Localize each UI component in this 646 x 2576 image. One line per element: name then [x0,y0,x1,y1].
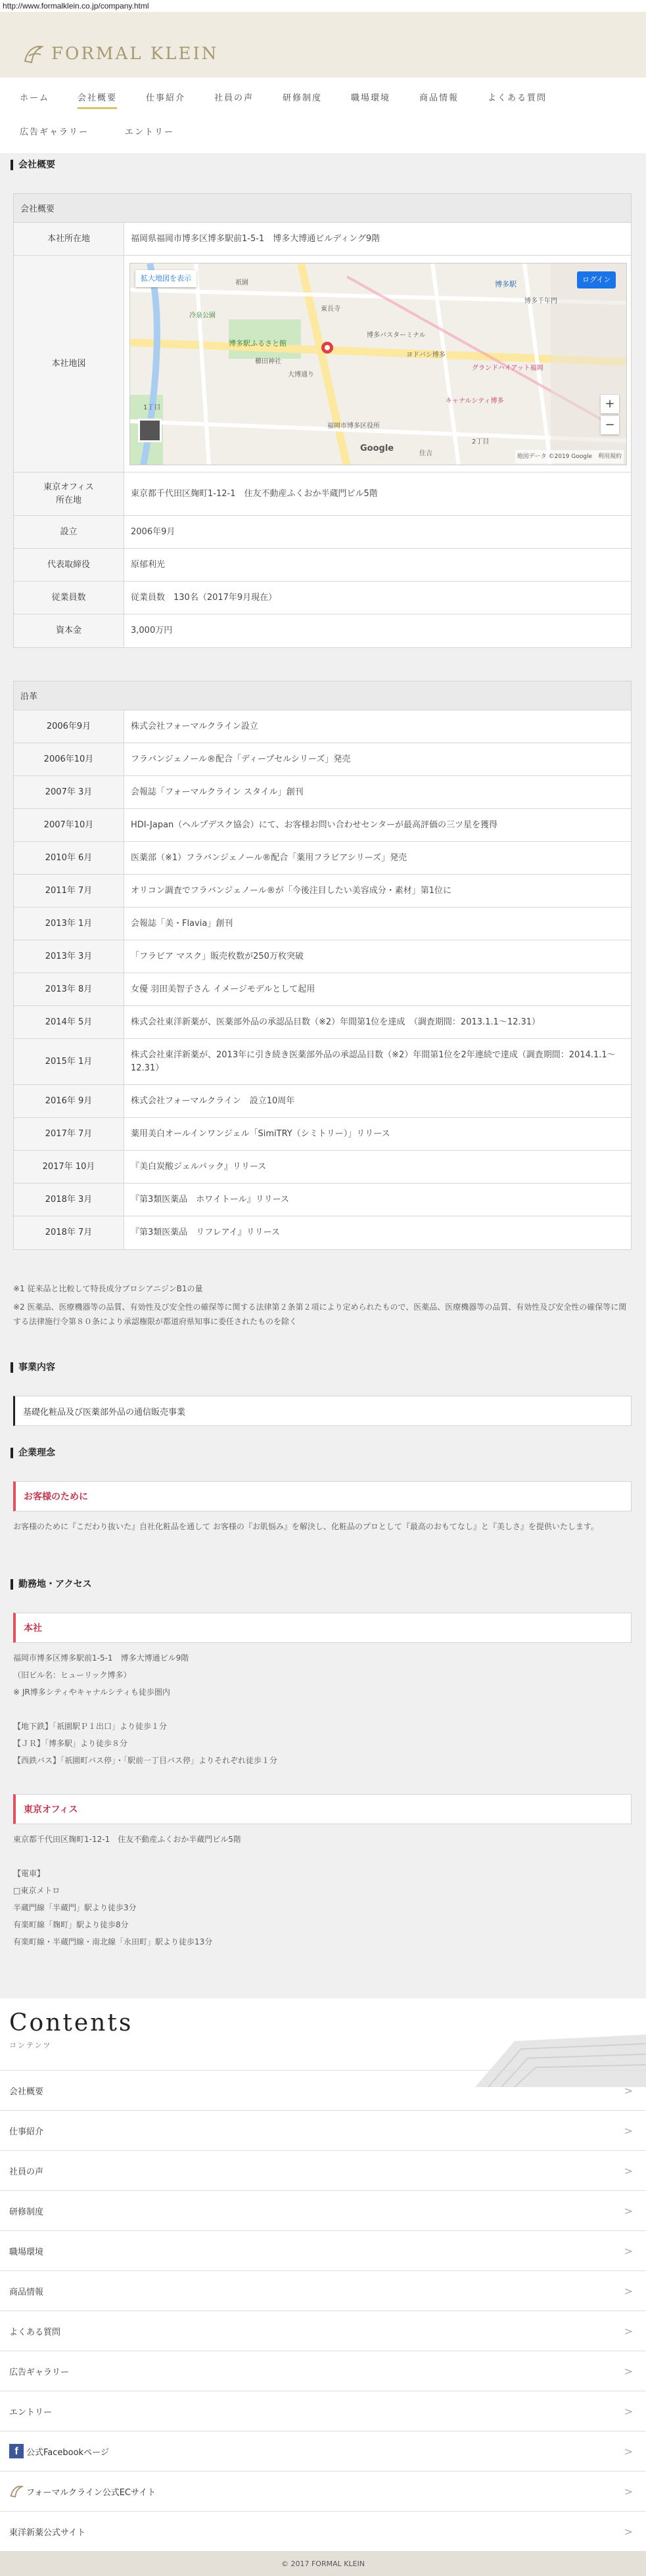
row-value: 東京都千代田区麹町1-12-1 住友不動産ふくおか半蔵門ビル5階 [131,488,378,499]
map-label: キャナルシティ博多 [446,397,504,405]
contents-item-label: よくある質問 [9,2327,61,2337]
contents-item-label: 広告ギャラリー [9,2367,70,2378]
tokyo-title: 東京オフィス [13,1794,632,1824]
table-row [14,1151,631,1184]
chevron-right-icon: > [624,2445,633,2458]
logo-text: FORMAL KLEIN [51,44,219,64]
table-row [14,743,631,776]
table-row [14,582,631,614]
row-value: 3,000万円 [131,626,173,635]
nav-workplace[interactable]: 職場環境 [351,93,391,103]
contents-item-work[interactable] [0,2111,646,2151]
row-label: 本社所在地 [14,223,124,255]
map-label: ヨドバシ博多 [406,351,446,359]
history-event: 医薬部（※1）フラバンジェノール®配合「薬用フラビアシリーズ」発売 [131,852,407,863]
history-table [13,681,632,1250]
map-enlarge-button[interactable]: 拡大地図を表示 [135,270,196,287]
nav-company[interactable]: 会社概要 [78,91,117,109]
history-date: 2010年 6月 [14,842,124,874]
chevron-right-icon: > [624,2485,633,2498]
contents-item-label: 仕事紹介 [9,2127,44,2137]
philosophy-text: お客様のために『こだわり抜いた』自社化粧品を通して お客様の『お肌悩み』を解決し、化粧品のプロとして『最高のおもてなし』と『美しさ』を提供いたします。 [13,1522,599,1531]
tokyo-line: 有楽町線・半蔵門線・南北線「永田町」駅より徒歩13分 [13,1937,213,1946]
history-date: 2013年 3月 [14,940,124,973]
section-heading-business: 事業内容 [11,1362,55,1373]
nav-training[interactable]: 研修制度 [283,93,323,103]
map-login-button[interactable]: ログイン [577,271,616,288]
contents-item-toyo-shinyaku[interactable] [0,2512,646,2552]
site-footer: © 2017 FORMAL KLEIN [0,2552,646,2576]
main-nav [0,78,646,153]
formal-klein-logo-icon [9,2484,24,2498]
history-date: 2013年 1月 [14,908,124,940]
zoom-out-button[interactable]: − [601,416,619,434]
table-row [14,710,631,743]
map-label: 祇園 [235,279,248,287]
footnote: ※2 医薬品、医療機器等の品質、有効性及び安全性の確保等に関する法律第２条第２項により定められたもので、医薬品、医療機器等の品質、有効性及び安全性の確保等に関する法律施行令第８０条により承認権限が都道府県知事に委任されたものを除く [13,1302,627,1326]
contents-item-label: 東洋新薬公式サイト [9,2527,86,2538]
contents-item-training[interactable] [0,2191,646,2231]
row-value: 2006年9月 [131,526,175,537]
section-heading-access: 勤務地・アクセス [11,1579,92,1590]
map-label: 櫛田神社 [255,357,281,365]
contents-item-entry[interactable] [0,2391,646,2431]
hq-line: （旧ビル名：ヒューリック博多） [13,1670,131,1680]
hq-line: 【ＪＲ】「博多駅」より徒歩８分 [13,1739,128,1748]
tokyo-line: □東京メトロ [13,1886,60,1895]
hq-line: 福岡市博多区博多駅前1-5-1 博多大博通ビル9階 [13,1653,189,1663]
row-value: 原郁利光 [131,559,166,570]
history-event: 会報誌「フォーマルクライン スタイル」創刊 [131,787,304,797]
map-cell [124,256,632,472]
chevron-right-icon: > [624,2124,633,2137]
chevron-right-icon: > [624,2284,633,2297]
history-date: 2017年 10月 [14,1151,124,1183]
history-event: 『第3類医薬品 ホワイトール』リリース [131,1194,289,1205]
hq-line-blank [13,1701,277,1718]
table-row [14,549,631,582]
table-row [14,1006,631,1039]
hq-info [13,1649,277,1769]
url-bar[interactable]: http://www.formalklein.co.jp/company.html [0,0,646,12]
history-date: 2013年 8月 [14,973,124,1005]
contents-list [0,2070,646,2552]
nav-products[interactable]: 商品情報 [419,93,459,103]
history-date: 2018年 3月 [14,1184,124,1216]
table-row [14,256,631,472]
google-logo: Google [360,443,394,453]
map-label: 冷泉公園 [189,311,216,319]
contents-item-label: 商品情報 [9,2287,44,2297]
table-row [14,516,631,549]
table-row [14,809,631,842]
history-date: 2006年9月 [14,710,124,743]
tokyo-line: 【電車】 [13,1869,45,1878]
map-label: 大博通り [288,371,314,379]
table-row [14,614,631,647]
table-row [14,1039,631,1085]
contents-item-label: エントリー [9,2407,53,2418]
tokyo-line-blank [13,1848,241,1865]
history-date: 2015年 1月 [14,1039,124,1084]
chevron-right-icon: > [624,2404,633,2418]
chevron-right-icon: > [624,2525,633,2538]
map-label: グランドハイアット福岡 [472,364,543,372]
table-row [14,223,631,256]
overview-caption: 会社概要 [14,194,631,223]
section-heading-philosophy: 企業理念 [11,1448,55,1458]
contents-item-label: 職場環境 [9,2247,44,2257]
history-event: 女優 羽田美智子さん イメージモデルとして起用 [131,984,315,994]
nav-faq[interactable]: よくある質問 [488,93,547,103]
facebook-icon: f [9,2444,24,2458]
history-date: 2011年 7月 [14,875,124,907]
chevron-right-icon: > [624,2204,633,2217]
contents-item-facebook[interactable] [0,2431,646,2472]
history-event: 株式会社東洋新薬が、医薬部外品の承認品目数（※2）年間第1位を達成 （調査期間：2013.1.1～12.31） [131,1017,541,1027]
map-label: 博多駅 [495,279,517,288]
tokyo-line: 有楽町線「麹町」駅より徒歩8分 [13,1920,129,1929]
contents-title: Contents [9,2010,133,2036]
history-event: 「フラビア マスク」販売枚数が250万枚突破 [131,951,304,961]
history-date: 2014年 5月 [14,1006,124,1038]
table-row [14,1216,631,1249]
contents-item-workplace[interactable] [0,2231,646,2271]
table-row [14,472,631,516]
chevron-right-icon: > [624,2164,633,2177]
row-label: 設立 [14,516,124,548]
chevron-right-icon: > [624,2244,633,2257]
hq-line: 【地下鉄】「祇園駅Ｐ１出口」より徒歩１分 [13,1722,168,1731]
embedded-map[interactable] [129,263,627,465]
history-caption: 沿革 [14,681,631,710]
history-date: 2016年 9月 [14,1085,124,1117]
map-qr-icon [138,419,162,442]
contents-item-label: 研修制度 [9,2207,44,2217]
contents-item-products[interactable] [0,2271,646,2311]
history-date: 2007年 3月 [14,776,124,808]
table-row [14,776,631,809]
row-label: 従業員数 [14,582,124,614]
contents-item-label: 会社概要 [9,2086,44,2097]
footnote: ※1 従来品と比較して特長成分プロシアニジンB1の量 [13,1284,203,1293]
history-event: 『美白炭酸ジェルパック』リリース [131,1161,267,1172]
contents-item-label: 社員の声 [9,2167,44,2177]
contents-item-ec-site[interactable] [0,2472,646,2512]
map-label: 博多駅ふるさと館 [229,338,287,348]
chevron-right-icon: > [624,2364,633,2378]
nav-entry[interactable]: エントリー [125,127,175,137]
contents-subtitle: コンテンツ [9,2041,52,2050]
tokyo-line: 東京都千代田区麹町1-12-1 住友不動産ふくおか半蔵門ビル5階 [13,1835,241,1844]
table-row [14,1184,631,1216]
contents-item-label: 公式Facebookページ [26,2447,109,2458]
table-row [14,908,631,940]
logo[interactable] [22,41,219,67]
contents-item-company[interactable] [0,2071,646,2111]
map-label: 2丁目 [472,438,490,446]
history-event: 会報誌「美・Flavia」創刊 [131,918,233,929]
row-label: 資本金 [14,614,124,647]
contents-item-ad-gallery[interactable] [0,2351,646,2391]
contents-item-faq[interactable] [0,2311,646,2351]
tokyo-info [13,1831,241,1950]
history-event: オリコン調査でフラバンジェノール®が「今後注目したい美容成分・素材」第1位に [131,885,452,896]
zoom-in-button[interactable]: + [601,395,619,413]
history-event: 薬用美白オールインワンジェル「SimiTRY（シミトリー）」リリース [131,1128,390,1139]
section-heading-overview: 会社概要 [11,160,55,170]
logo-mark-icon [22,43,45,65]
row-label: 本社地図 [14,256,124,472]
table-row [14,875,631,908]
row-value: 従業員数 130名（2017年9月現在） [131,592,277,603]
map-label: 博多千年門 [524,297,557,305]
site-header [0,12,646,78]
hq-title: 本社 [13,1613,632,1643]
tokyo-line: 半蔵門線「半蔵門」駅より徒歩3分 [13,1903,137,1912]
map-label: 1丁目 [143,403,161,411]
table-row [14,842,631,875]
history-event: フラバンジェノール®配合「ディープセルシリーズ」発売 [131,754,351,764]
table-row [14,973,631,1006]
hq-line: ※ JR博多シティやキャナルシティも徒歩圏内 [13,1688,170,1697]
history-date: 2018年 7月 [14,1216,124,1249]
contents-item-label: フォーマルクライン公式ECサイト [26,2487,156,2498]
table-row [14,1085,631,1118]
nav-ad-gallery[interactable]: 広告ギャラリー [20,127,89,137]
history-event: HDI-Japan（ヘルプデスク協会）にて、お客様お問い合わせセンターが最高評価の三ツ星を獲得 [131,819,497,830]
map-label: 住吉 [419,449,432,457]
map-label: 福岡市博多区役所 [327,422,380,430]
nav-home[interactable]: ホーム [20,93,50,103]
history-event: 株式会社フォーマルクライン 設立10周年 [131,1095,295,1106]
history-date: 2007年10月 [14,809,124,841]
history-date: 2006年10月 [14,743,124,775]
row-value: 福岡県福岡市博多区博多駅前1-5-1 博多大博通ビルディング9階 [131,233,381,244]
table-row [14,1118,631,1151]
history-date: 2017年 7月 [14,1118,124,1150]
chevron-right-icon: > [624,2084,633,2097]
business-item: 基礎化粧品及び医薬部外品の通信販売事業 [13,1396,632,1426]
history-event: 株式会社フォーマルクライン設立 [131,721,258,731]
nav-voice[interactable]: 社員の声 [214,93,254,103]
nav-work[interactable]: 仕事紹介 [146,93,186,103]
hq-line: 【西鉄バス】「祇園町バス停」・「駅前一丁目バス停」よりそれぞれ徒歩１分 [13,1756,278,1765]
history-event: 株式会社東洋新薬が、2013年に引き続き医薬部外品の承認品目数（※2）年間第1位を2年連続で達成（調査期間：2014.1.1～12.31） [131,1049,616,1073]
map-label: 博多バスターミナル [367,331,426,339]
contents-item-voice[interactable] [0,2151,646,2191]
map-label: 東長寺 [321,305,340,313]
map-attribution: 地図データ ©2019 Google 利用規約 [515,450,624,463]
philosophy-title: お客様のために [13,1481,632,1511]
table-row [14,940,631,973]
row-label: 代表取締役 [14,549,124,581]
row-label: 東京オフィス 所在地 [14,472,124,515]
chevron-right-icon: > [624,2324,633,2337]
history-event: 『第3類医薬品 リフレアイ』リリース [131,1228,280,1237]
overview-table [13,193,632,648]
